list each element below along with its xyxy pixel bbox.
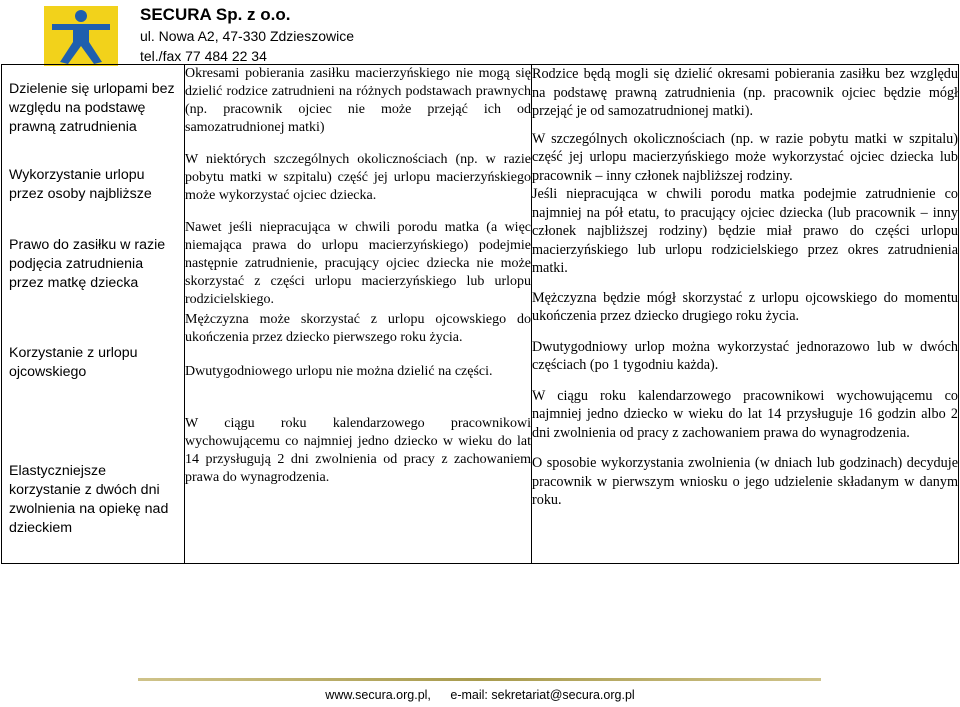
right-para: Dwutygodniowy urlop można wykorzystać jednorazowo lub w dwóch częściach (po 1 tygodniu każda). [532,338,958,373]
footer-website-link[interactable]: www.secura.org.pl, [325,688,431,702]
company-address: ul. Nowa A2, 47-330 Zdzieszowice [140,28,354,44]
comparison-table [1,64,959,564]
footer-email-link[interactable]: e-mail: sekretariat@secura.org.pl [450,688,635,702]
middle-para: W ciągu roku kalendarzowego pracownikowi wychowującemu co najmniej jedno dziecko w wieku do lat 14 przysługują 2 dni zwolnienia od pracy z zachowaniem prawa do wynagrodzenia. [185,416,531,485]
label-paternity: Korzystanie z urlopu ojcowskiego [9,345,138,380]
footer-divider [138,678,821,681]
right-para: Mężczyzna będzie mógł skorzystać z urlopu ojcowskiego do momentu ukończenia przez dziecko drugiego roku życia. [532,289,958,324]
middle-para: Mężczyzna może skorzystać z urlopu ojcowskiego do ukończenia przez dziecko pierwszego roku życia. [185,312,531,345]
right-para: W ciągu roku kalendarzowego pracownikowi wychowującemu co najmniej jedno dziecko w wieku do lat 14 przysługuje 16 godzin albo 2 dni zwolnienia od pracy z zachowaniem prawa do wynagrodzenia. [532,387,958,441]
right-para: Rodzice będą mogli się dzielić okresami pobierania zasiłku bez względu na podstawę prawną zatrudnienia (np. pracownik ojciec będzie mógł przejąć je od samozatrudnionej matki). [532,66,958,119]
current-rules-column [185,65,532,564]
new-rules-column [532,65,959,564]
right-para: W szczególnych okolicznościach (np. w razie pobytu matki w szpitalu) część jej urlopu macierzyńskiego może wykorzystać ojciec dziecka lub pracownik – inny członek najbliższej rodziny. [532,130,958,184]
company-name: SECURA Sp. z o.o. [140,5,291,24]
label-sharing-leave: Dzielenie się urlopami bez względu na podstawę prawną zatrudnienia [9,81,175,135]
company-header [140,4,354,66]
label-childcare-days: Elastyczniejsze korzystanie z dwóch dni zwolnienia na opiekę nad dzieckiem [9,463,169,536]
right-para: O sposobie wykorzystania zwolnienia (w dniach lub godzinach) decyduje pracownik w pierwszym wniosku o jego udzielenie składanym w danym roku. [532,455,958,508]
label-allowance: Prawo do zasiłku w razie podjęcia zatrudnienia przez matkę dziecka [9,237,166,291]
company-phone: tel./fax 77 484 22 34 [140,48,267,64]
middle-para: W niektórych szczególnych okolicznościach (np. w razie pobytu matki w szpitalu) część jej urlopu macierzyńskiego może wykorzystać ojciec dziecka. [185,152,531,203]
secura-logo [44,6,118,66]
middle-para: Nawet jeśli niepracująca w chwili porodu matka (a więc niemająca prawa do urlopu macierzyńskiego) podejmie następnie zatrudnienie, pracujący ojciec dziecka nie może skorzystać z części urlopu macierzyńskiego lub urlopu rodzicielskiego. [185,220,531,307]
secura-logo-icon [44,6,118,66]
middle-para: Dwutygodniowego urlopu nie można dzielić na części. [185,364,493,379]
label-close-persons: Wykorzystanie urlopu przez osoby najbliższe [9,167,152,202]
labels-column [2,65,185,564]
table-row [2,65,959,564]
right-para: Jeśli niepracująca w chwili porodu matka podejmie zatrudnienie co najmniej na pół etatu, to pracujący ojciec dziecka (lub pracownik – inny członek najbliższej rodziny) będzie miał prawo do części urlopu macierzyńskiego lub urlopu rodzicielskiego przez okres zatrudnienia matki. [532,186,958,276]
footer [0,688,960,702]
middle-para: Okresami pobierania zasiłku macierzyńskiego nie mogą się dzielić rodzice zatrudnieni na różnych podstawach prawnych (np. pracownik ojciec nie może przejąć ich od samozatrudnionej matki) [185,66,531,135]
